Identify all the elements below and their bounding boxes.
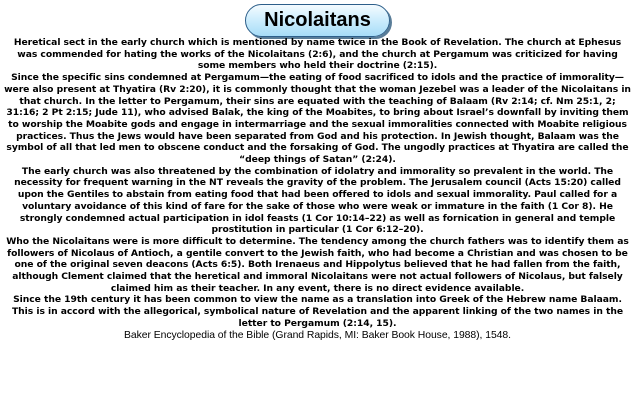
- paragraph-name-translation: Since the 19th century it has been common to view the name as a translation into Greek of the Hebrew name Balaam. This is in accord with the allegorical, symbolical nature of Revelation and the apparent linking of the two names in the letter to Pergamum (2:14, 15).: [11, 294, 624, 329]
- article-body: [4, 37, 631, 342]
- title-container: [0, 4, 635, 37]
- paragraph-identity: Who the Nicolaitans were is more difficult to determine. The tendency among the church fathers was to identify them as followers of Nicolaus of Antioch, a gentile convert to the Jewish faith, who had become a Christian and was chosen to be one of the original seven deacons (Acts 6:5). Both Irenaeus and Hippolytus believed that he had fallen from the faith, although Clement claimed that the heretical and immoral Nicolaitans were not actual followers of Nicolaus, but falsely claimed him as their teacher. In any event, there is no direct evidence available.: [6, 235, 629, 294]
- source-citation: Baker Encyclopedia of the Bible (Grand Rapids, MI: Baker Book House, 1988), 1548.: [124, 329, 511, 341]
- paragraph-early-church: The early church was also threatened by the combination of idolatry and immorality so prevalent in the world. The necessity for frequent warning in the NT reveals the gravity of the problem. The Jerusalem council (Acts 15:20) called upon the Gentiles to abstain from eating food that had been offered to idols and sexual immorality. Paul called for a voluntary avoidance of this kind of fare for the sake of those who were weak or immature in the faith (1 Cor 8). He strongly condemned actual participation in idol feasts (1 Cor 10:14–22) as well as fornication in general and temple prostitution in particular (1 Cor 6:12–20).: [14, 165, 621, 236]
- page-title: Nicolaitans: [245, 4, 390, 37]
- paragraph-intro: Heretical sect in the early church which is mentioned by name twice in the Book of Revelation. The church at Ephesus was commended for hating the works of the Nicolaitans (2:6), and the church at Pergamum was criticized for having some members who held their doctrine (2:15).: [13, 37, 622, 72]
- paragraph-pergamum-thyatira: Since the specific sins condemned at Pergamum—the eating of food sacrificed to idols and the practice of immorality—were also present at Thyatira (Rv 2:20), it is commonly thought that the woman Jezebel was a leader of the Nicolaitans in that church. In the letter to Pergamum, their sins are equated with the teaching of Balaam (Rv 2:14; cf. Nm 25:1, 2; 31:16; 2 Pt 2:15; Jude 11), who advised Balak, the king of the Moabites, to bring about Israel’s downfall by inviting them to worship the Moabite gods and engage in intermarriage and the sexual immoralities connected with Moabite religious practices. Thus the Jews would have been separated from God and his protection. In Jewish thought, Balaam was the symbol of all that led men to obscene conduct and the forsaking of God. The ungodly practices at Thyatira are called the “deep things of Satan” (2:24).: [4, 72, 631, 166]
